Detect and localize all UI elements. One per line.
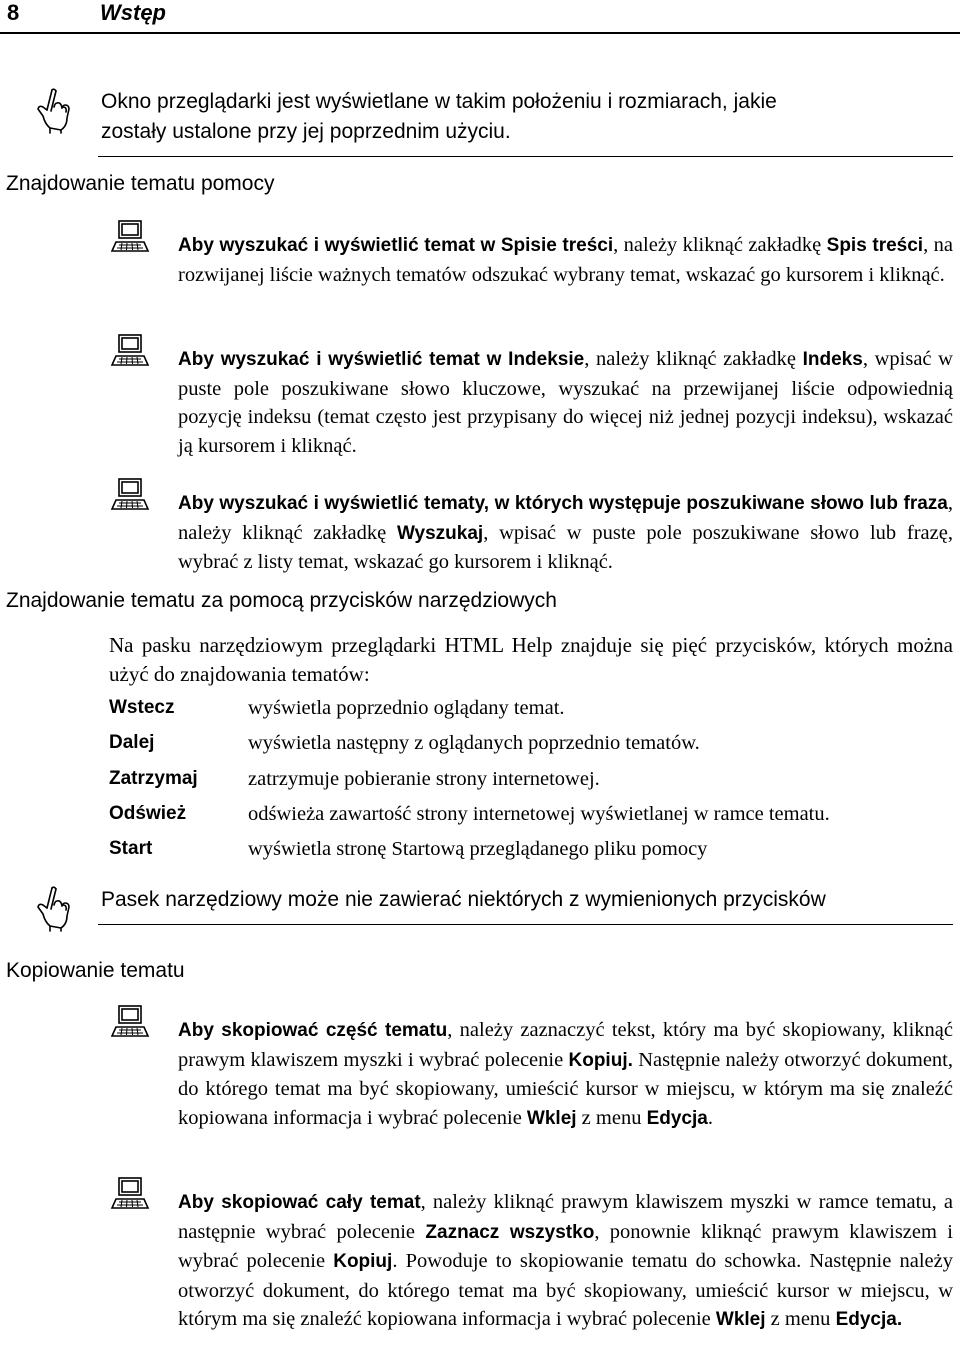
paragraph-index-tab: Aby wyszukać i wyświetlić temat w Indeksie, należy kliknąć zakładkę Indeks, wpisać w puste pole poszukiwane słowo kluczowe, wyszukać na przewijanej liście odpowiednią pozycję indeksu (temat często jest przypisany do więcej niż jednej pozycji indeksu), wskazać ją kursorem i kliknąć. [178,348,953,457]
button-name: Dalej [109,732,155,753]
button-description: wyświetla poprzednio oglądany temat. [248,697,565,719]
button-description: wyświetla następny z oglądanych poprzednio tematów. [248,732,700,754]
chapter-title: Wstęp [100,0,166,25]
note-underline [98,156,953,157]
toolbar-intro: Na pasku narzędziowym przeglądarki HTML Help znajduje się pięć przycisków, których można użyć do znajdowania tematów: [109,633,953,686]
button-description: odświeża zawartość strony internetowej wyświetlanej w ramce tematu. [248,803,830,825]
paragraph-contents-tab: Aby wyszukać i wyświetlić temat w Spisie treści, należy kliknąć zakładkę Spis treści, na rozwijanej liście ważnych tematów odszukać wybrany temat, wskazać go kursorem i kliknąć. [178,234,953,286]
button-description: zatrzymuje pobieranie strony internetowej. [248,768,600,790]
computer-icon [110,1177,150,1211]
pointing-hand-icon [34,884,74,932]
button-name: Wstecz [109,697,175,718]
paragraph-copy-part: Aby skopiować część tematu, należy zaznaczyć tekst, który ma być skopiowany, kliknąć prawym klawiszem myszki i wybrać polecenie Kopiuj. Następnie należy otworzyć dokument, do którego temat ma być skopiowany, umieścić kursor w miejscu, w którym ma się znaleźć kopiowana informacja i wybrać polecenie Wklej z menu Edycja. [178,1019,953,1129]
button-name: Start [109,838,153,859]
computer-icon [110,220,150,254]
computer-icon [110,478,150,512]
section-heading-toolbar-buttons: Znajdowanie tematu za pomocą przycisków narzędziowych [6,589,557,612]
note-text: Pasek narzędziowy może nie zawierać niektórych z wymienionych przycisków [101,888,826,911]
note-underline [98,924,953,925]
section-heading-find-topic: Znajdowanie tematu pomocy [6,172,275,195]
computer-icon [110,334,150,368]
note-text: Okno przeglądarki jest wyświetlane w takim położeniu i rozmiarach, jakie zostały ustalone przy jej poprzednim użyciu. [101,90,777,143]
computer-icon [110,1005,150,1039]
paragraph-copy-whole: Aby skopiować cały temat, należy kliknąć prawym klawiszem myszki w ramce tematu, a następnie wybrać polecenie Zaznacz wszystko, ponownie kliknąć prawym klawiszem i wybrać polecenie Kopiuj. Powoduje to skopiowanie tematu do schowka. Następnie należy otworzyć dokument, do którego temat ma być skopiowany, umieścić kursor w miejscu, w którym ma się znaleźć kopiowana informacja i wybrać polecenie Wklej z menu Edycja. [178,1191,954,1331]
button-description: wyświetla stronę Startową przeglądanego pliku pomocy [248,838,708,860]
page-number: 8 [7,0,20,25]
pointing-hand-icon [34,86,74,134]
section-heading-copy-topic: Kopiowanie tematu [6,959,185,982]
button-name: Odśwież [109,803,187,824]
page-header [0,0,960,34]
button-name: Zatrzymaj [109,768,198,789]
paragraph-search-tab: Aby wyszukać i wyświetlić tematy, w których występuje poszukiwane słowo lub fraza, należy kliknąć zakładkę Wyszukaj, wpisać w puste pole poszukiwane słowo lub frazę, wybrać z listy temat, wskazać go kursorem i kliknąć. [178,492,953,574]
